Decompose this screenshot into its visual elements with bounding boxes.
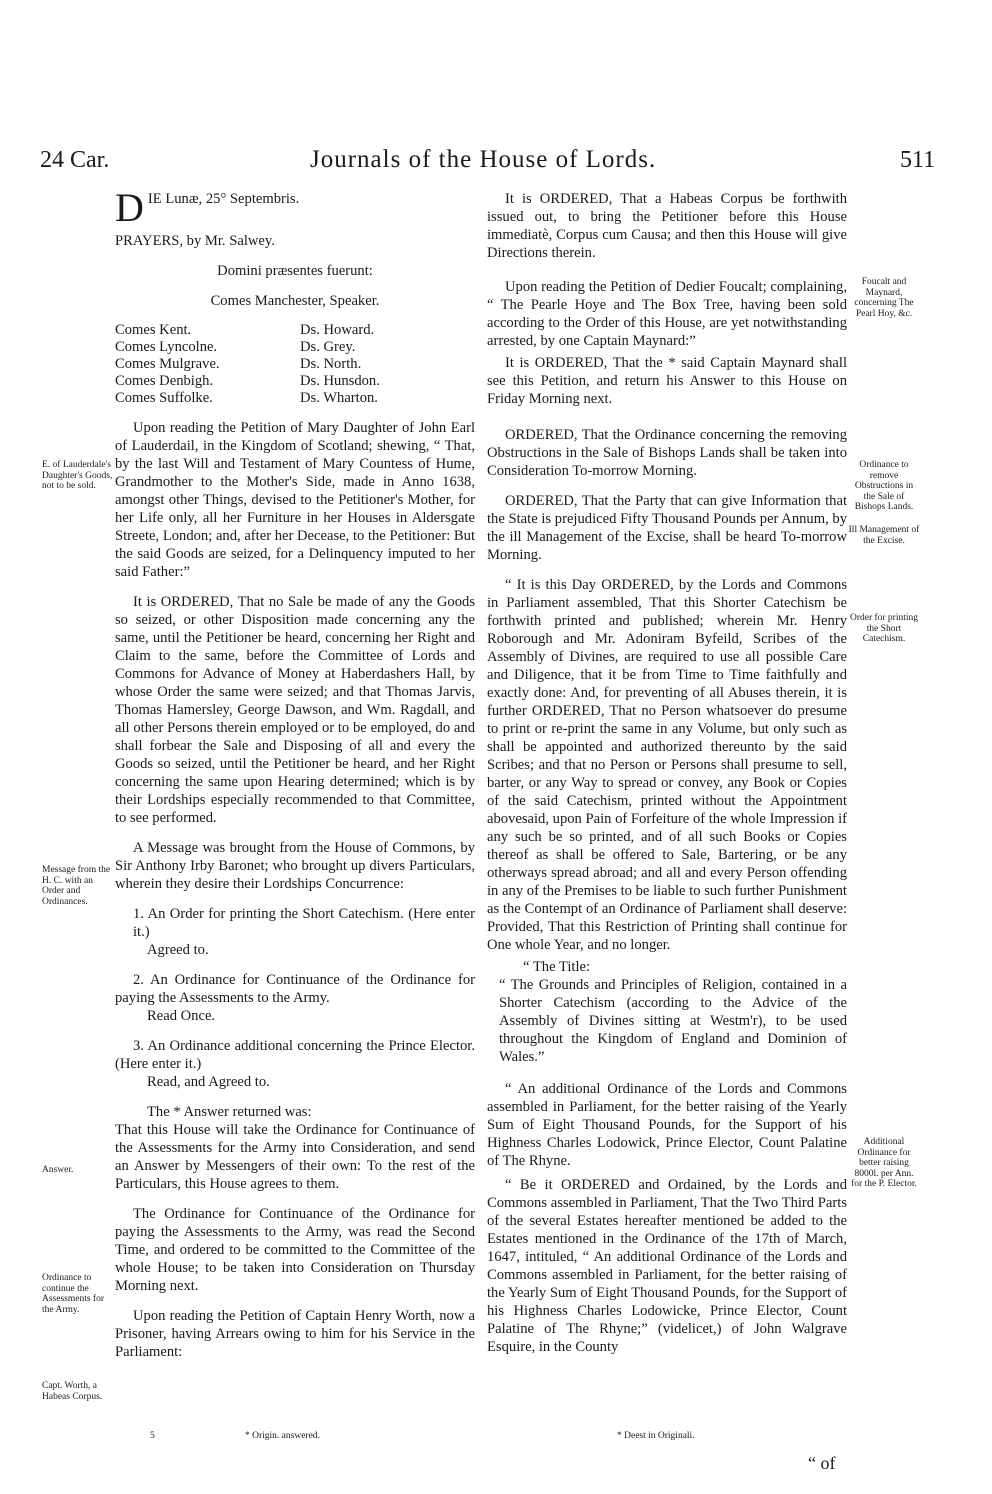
footnote-left: * Origin. answered. (245, 1431, 320, 1441)
lords-present-list (115, 322, 475, 407)
paragraph-catechism-order: “ It is this Day ORDERED, by the Lords and Commons in Parliament assembled, That this Shorter Catechism be forthwith printed and published; wherein Mr. Henry Roborough and Mr. Adoniram Byfeild, Scribes of the Assembly of Divines, are required to use all possible Care and Diligence, that it be from Time to Time faithfully and exactly done: And, for preventing of all Abuses therein, it is further ORDERED, That no Person whatsoever do presume to print or re-print the same in any Volume, but only such as shall be appointed and authorized thereunto by the said Scribes; and that no Person or Persons shall presume to sell, barter, or any Way to spread or convey, any Book or Copies of the said Catechism, printed without the Appointment abovesaid, upon Pain of Forfeiture of the whole Impression if any such be so printed, and of all such Books or Copies thereof as shall be offered to Sale, Bartering, or be any otherways spread abroad; and all and every Person offending in any of the Premises to be liable to such further Punishment as the Contempt of an Ordinance of Parliament shall deserve: Provided, That this Restriction of Printing shall continue for One whole Year, and no longer. (487, 577, 847, 953)
lord-name: Comes Denbigh. (115, 373, 214, 389)
paragraph-habeas-corpus: It is ORDERED, That a Habeas Corpus be forthwith issued out, to bring the Petitioner before this House immediatè, Corpus cum Causa; and then this House will give Directions therein. (487, 191, 847, 261)
margin-note-worth: Capt. Worth, a Habeas Corpus. (42, 1381, 103, 1402)
title-label: “ The Title: (523, 959, 591, 975)
signature-mark: 5 (150, 1431, 155, 1441)
item-3 (115, 1037, 475, 1091)
margin-note-message: Message from the H. C. with an Order and Ordinances. (42, 865, 111, 907)
paragraph-additional-ordinance: “ An additional Ordinance of the Lords and Commons assembled in Parliament, for the better raising of the Yearly Sum of Eight Thousand Pounds, for the Support of his Highness Charles Lodowick, Prince Elector, Count Palatine of The Rhyne. (487, 1081, 847, 1169)
speaker-line: Comes Manchester, Speaker. (210, 293, 380, 309)
paragraph-no-sale-order: It is ORDERED, That no Sale be made of any the Goods so seized, or other Disposition made concerning any the same, until the Petitioner be heard, concerning her Right and Claim to the same, before the Committee of Lords and Commons for Advance of Money at Haberdashers Hall, by whose Order the same were seized; and that Thomas Jarvis, Thomas Hamersley, George Dawson, and Wm. Ragdall, and all other Persons therein employed or to be employed, do and shall forbear the Sale and Disposing of all and every the Goods so seized, until the Petitioner be heard, and her Right concerning the same upon Hearing determined; which is by their Lordships especially recommended to that Committee, to see performed. (115, 594, 475, 826)
catchword: “ of (808, 1453, 836, 1473)
page-number: 511 (900, 147, 936, 173)
item-3-text: 3. An Ordinance additional concerning the Prince Elector. (Here enter it.) (115, 1038, 475, 1072)
lord-name: Ds. Grey. (300, 339, 356, 355)
lords-left-list (115, 322, 300, 407)
present-line: Domini præsentes fuerunt: (217, 263, 373, 279)
running-head-left: 24 Car. (40, 147, 110, 173)
margin-note-continuance: Ordinance to continue the Assessments for the Army. (42, 1273, 105, 1315)
item-2-text: 2. An Ordinance for Continuance of the Ordinance for paying the Assessments to the Army. (115, 972, 475, 1006)
right-column (487, 190, 847, 1356)
margin-note-answer: Answer. (42, 1165, 74, 1175)
date-line: IE Lunæ, 25° Septembris. (147, 191, 300, 207)
margin-note-additional: Additional Ordinance for better raising 8000l. per Ann. for the P. Elector. (851, 1137, 917, 1189)
paragraph-lauderdail-petition: Upon reading the Petition of Mary Daughter of John Earl of Lauderdail, in the Kingdom of Scotland; shewing, “ That, by the last Will and Testament of Mary Countess of Hume, Grandmother to the Mother's Side, made in Anno 1638, amongst other Things, devised to the Petitioner's Mother, for her Life only, all her Furniture in her Houses in Aldersgate Streete, London; and, after her Decease, to the Petitioner: But the said Goods are seized, for a Delinquency imputed to her said Father:” (115, 420, 475, 580)
item-1 (115, 905, 475, 959)
prayers-line: PRAYERS, by Mr. Salwey. (115, 233, 275, 249)
paragraph-continuance: The Ordinance for Continuance of the Ordinance for paying the Assessments to the Army, was read the Second Time, and ordered to be committed to the Committee of the whole House; to be taken into Consideration on Thursday Morning next. (115, 1206, 475, 1294)
lord-name: Ds. Wharton. (300, 390, 378, 406)
running-head-title: Journals of the House of Lords. (310, 146, 657, 173)
paragraph-maynard-order: It is ORDERED, That the * said Captain Maynard shall see this Petition, and return his Answer to this House on Friday Morning next. (487, 355, 847, 407)
lords-right-list (300, 322, 460, 407)
item-2 (115, 971, 475, 1025)
drop-cap: D (115, 185, 144, 230)
date-heading (115, 185, 475, 230)
lord-name: Ds. North. (300, 356, 362, 372)
margin-note-bishops: Ordinance to remove Obstructions in the Sale of Bishops Lands. (854, 460, 914, 512)
lord-name: Comes Lyncolne. (115, 339, 218, 355)
paragraph-excise: ORDERED, That the Party that can give Information that the State is prejudiced Fifty Thousand Pounds per Annum, by the ill Management of the Excise, shall be heard To-morrow Morning. (487, 493, 847, 563)
paragraph-foucalt-petition: Upon reading the Petition of Dedier Foucalt; complaining, “ The Pearle Hoye and The Box Tree, having been sold according to the Order of this House, are yet notwithstanding arrested, by one Captain Maynard:” (487, 279, 847, 349)
paragraph-message: A Message was brought from the House of Commons, by Sir Anthony Irby Baronet; who brought up divers Particulars, wherein they desire their Lordships Concurrence: (115, 840, 475, 892)
lord-name: Ds. Hunsdon. (300, 373, 380, 389)
margin-note-lauderdail: E. of Lauderdale's Daughter's Goods, not to be sold. (42, 460, 113, 491)
margin-note-excise: Ill Management of the Excise. (848, 525, 920, 546)
paragraph-bishops-lands: ORDERED, That the Ordinance concerning the removing Obstructions in the Sale of Bishops Lands shall be taken into Consideration To-morrow Morning. (487, 427, 847, 479)
item-1-text: 1. An Order for printing the Short Catechism. (Here enter it.) (133, 906, 475, 940)
left-column (115, 185, 475, 1373)
item-2-result: Read Once. (147, 1008, 216, 1024)
paragraph-worth-petition: Upon reading the Petition of Captain Henry Worth, now a Prisoner, having Arrears owing to him for his Service in the Parliament: (115, 1308, 475, 1360)
item-1-result: Agreed to. (147, 942, 209, 958)
lord-name: Ds. Howard. (300, 322, 375, 338)
item-3-result: Read, and Agreed to. (147, 1074, 270, 1090)
footnote-right: * Deest in Originali. (617, 1431, 695, 1441)
margin-note-catechism: Order for printing the Short Catechism. (849, 613, 919, 644)
lord-name: Comes Suffolke. (115, 390, 213, 406)
paragraph-catechism-title: “ The Grounds and Principles of Religion, contained in a Shorter Catechism (according to the Advice of the Assembly of Divines sitting at Westm'r), to be used throughout the Kingdom of England and Dominion of Wales.” (499, 977, 847, 1065)
answer-intro: The * Answer returned was: (147, 1104, 312, 1120)
lord-name: Comes Mulgrave. (115, 356, 220, 372)
paragraph-answer: That this House will take the Ordinance for Continuance of the Assessments for the Army into Consideration, and send an Answer by Messengers of their own: To the rest of the Particulars, this House agrees to them. (115, 1122, 475, 1192)
lord-name: Comes Kent. (115, 322, 192, 338)
margin-note-foucalt: Foucalt and Maynard, concerning The Pearl Hoy, &c. (854, 277, 914, 319)
paragraph-be-it-ordered: “ Be it ORDERED and Ordained, by the Lords and Commons assembled in Parliament, That the Two Third Parts of the several Estates hereafter mentioned be added to the Estates mentioned in the Ordinance of the 17th of March, 1647, intituled, “ An additional Ordinance of the Lords and Commons assembled in Parliament, for the better raising of the Yearly Sum of Eight Thousand Pounds, for the Support of his Highness Charles Lodowicke, Prince Elector, Count Palatine of The Rhyne;” (videlicet,) of John Walgrave Esquire, in the County (487, 1177, 847, 1355)
